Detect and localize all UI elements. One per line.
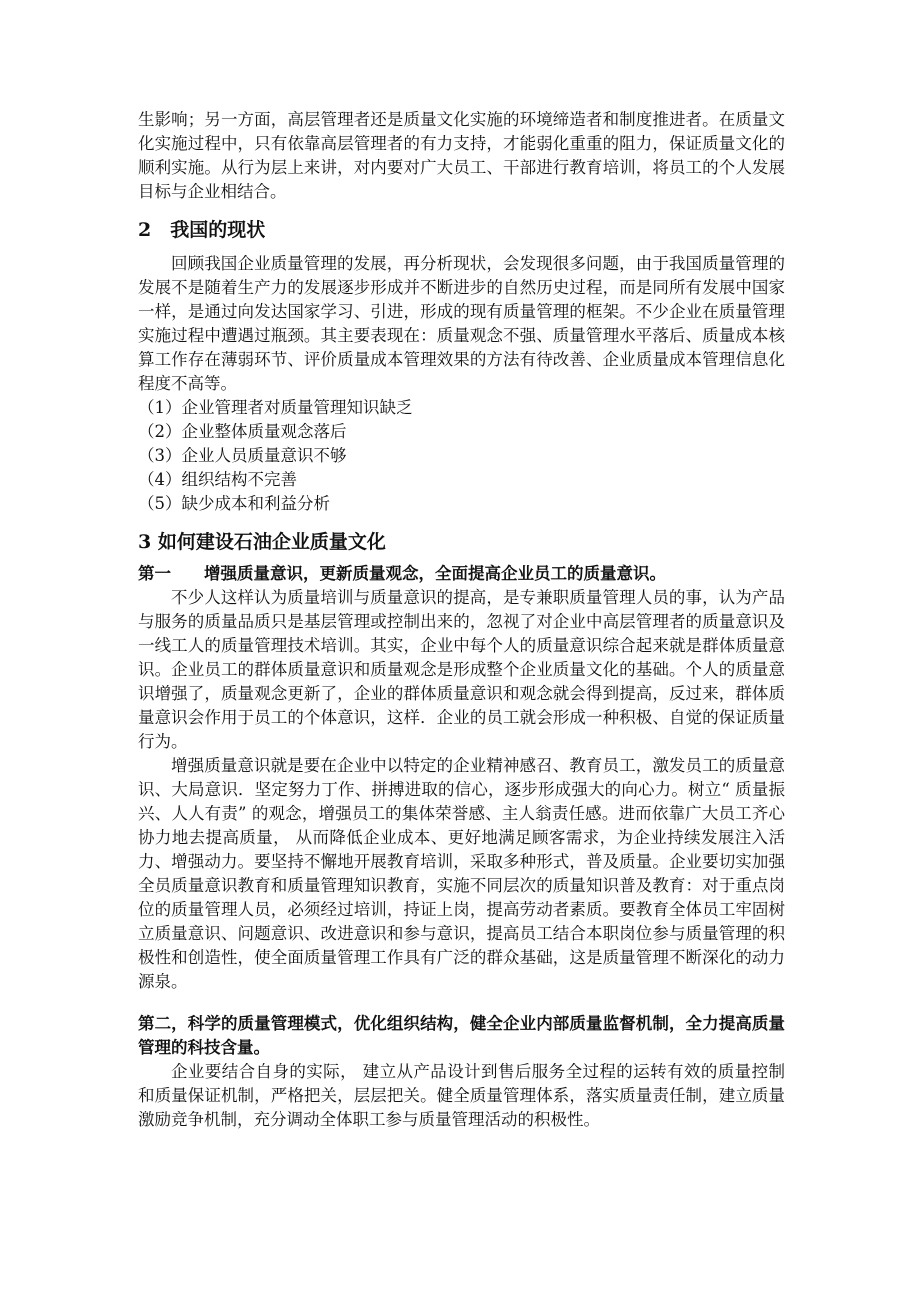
subsection-2-paragraph: 企业要结合自身的实际， 建立从产品设计到售后服务全过程的运转有效的质量控制和质量保证机制，严格把关，层层把关。健全质量管理体系，落实质量责任制，建立质量激励竞争机制，充分调动全体职工参与质量管理活动的积极性。 [138, 1062, 785, 1129]
list-item: （2）企业整体质量观念落后 [138, 422, 347, 441]
problem-list [138, 396, 785, 516]
intro-paragraph: 生影响；另一方面，高层管理者还是质量文化实施的环境缔造者和制度推进者。在质量文化实施过程中，只有依靠高层管理者的有力支持，才能弱化重重的阻力，保证质量文化的顺利实施。从行为层上来讲，对内要对广大员工、干部进行教育培训，将员工的个人发展目标与企业相结合。 [138, 110, 785, 201]
subsection-1-paragraph-1: 不少人这样认为质量培训与质量意识的提高，是专兼职质量管理人员的事，认为产品与服务的质量品质只是基层管理或控制出来的，忽视了对企业中高层管理者的质量意识及一线工人的质量管理技术培训。其实，企业中每个人的质量意识综合起来就是群体质量意识。企业员工的群体质量意识和质量观念是形成整个企业质量文化的基础。个人的质量意识增强了，质量观念更新了，企业的群体质量意识和观念就会得到提高，反过来，群体质量意识会作用于员工的个体意识，这样．企业的员工就会形成一种积极、自觉的保证质量行为。 [138, 588, 785, 751]
list-item: （3）企业人员质量意识不够 [138, 446, 347, 465]
list-item: （5）缺少成本和利益分析 [138, 494, 330, 513]
section-2-paragraph: 回顾我国企业质量管理的发展，再分析现状，会发现很多问题，由于我国质量管理的发展不是随着生产力的发展逐步形成并不断进步的自然历史过程，而是同所有发展中国家一样，是通过向发达国家学习、引进，形成的现有质量管理的框架。不少企业在质量管理实施过程中遭遇过瓶颈。其主要表现在：质量观念不强、质量管理水平落后、质量成本核算工作存在薄弱环节、评价质量成本管理效果的方法有待改善、企业质量成本管理信息化程度不高等。 [138, 254, 785, 393]
list-item: （1）企业管理者对质量管理知识缺乏 [138, 398, 413, 417]
list-item: （4）组织结构不完善 [138, 470, 297, 489]
subsection-1-paragraph-2: 增强质量意识就是要在企业中以特定的企业精神感召、教育员工，激发员工的质量意识、大局意识．坚定努力丁作、拼搏进取的信心，逐步形成强大的向心力。树立“ 质量振兴、人人有责” 的观念，增强员工的集体荣誉感、主人翁责任感。进而依靠广大员工齐心协力地去提高质量， 从而降低企业成本、更好地满足顾客需求，为企业持续发展注入活力、增强动力。要坚持不懈地开展教育培训，采取多种形式，普及质量。企业要切实加强全员质量意识教育和质量管理知识教育，实施不同层次的质量知识普及教育：对于重点岗位的质量管理人员，必须经过培训，持证上岗，提高劳动者素质。要教育全体员工牢固树立质量意识、问题意识、改进意识和参与意识，提高员工结合本职岗位参与质量管理的积极性和创造性，使全面质量管理工作具有广泛的群众基础，这是质量管理不断深化的动力源泉。 [138, 756, 785, 991]
section-3-heading: 3 如何建设石油企业质量文化 [138, 531, 386, 553]
subsection-1-title: 第一 增强质量意识，更新质量观念，全面提高企业员工的质量意识。 [138, 564, 666, 583]
subsection-2-title: 第二，科学的质量管理模式，优化组织结构，健全企业内部质量监督机制，全力提高质量管理的科技含量。 [138, 1014, 785, 1057]
section-2-heading: 2 我国的现状 [138, 219, 266, 241]
